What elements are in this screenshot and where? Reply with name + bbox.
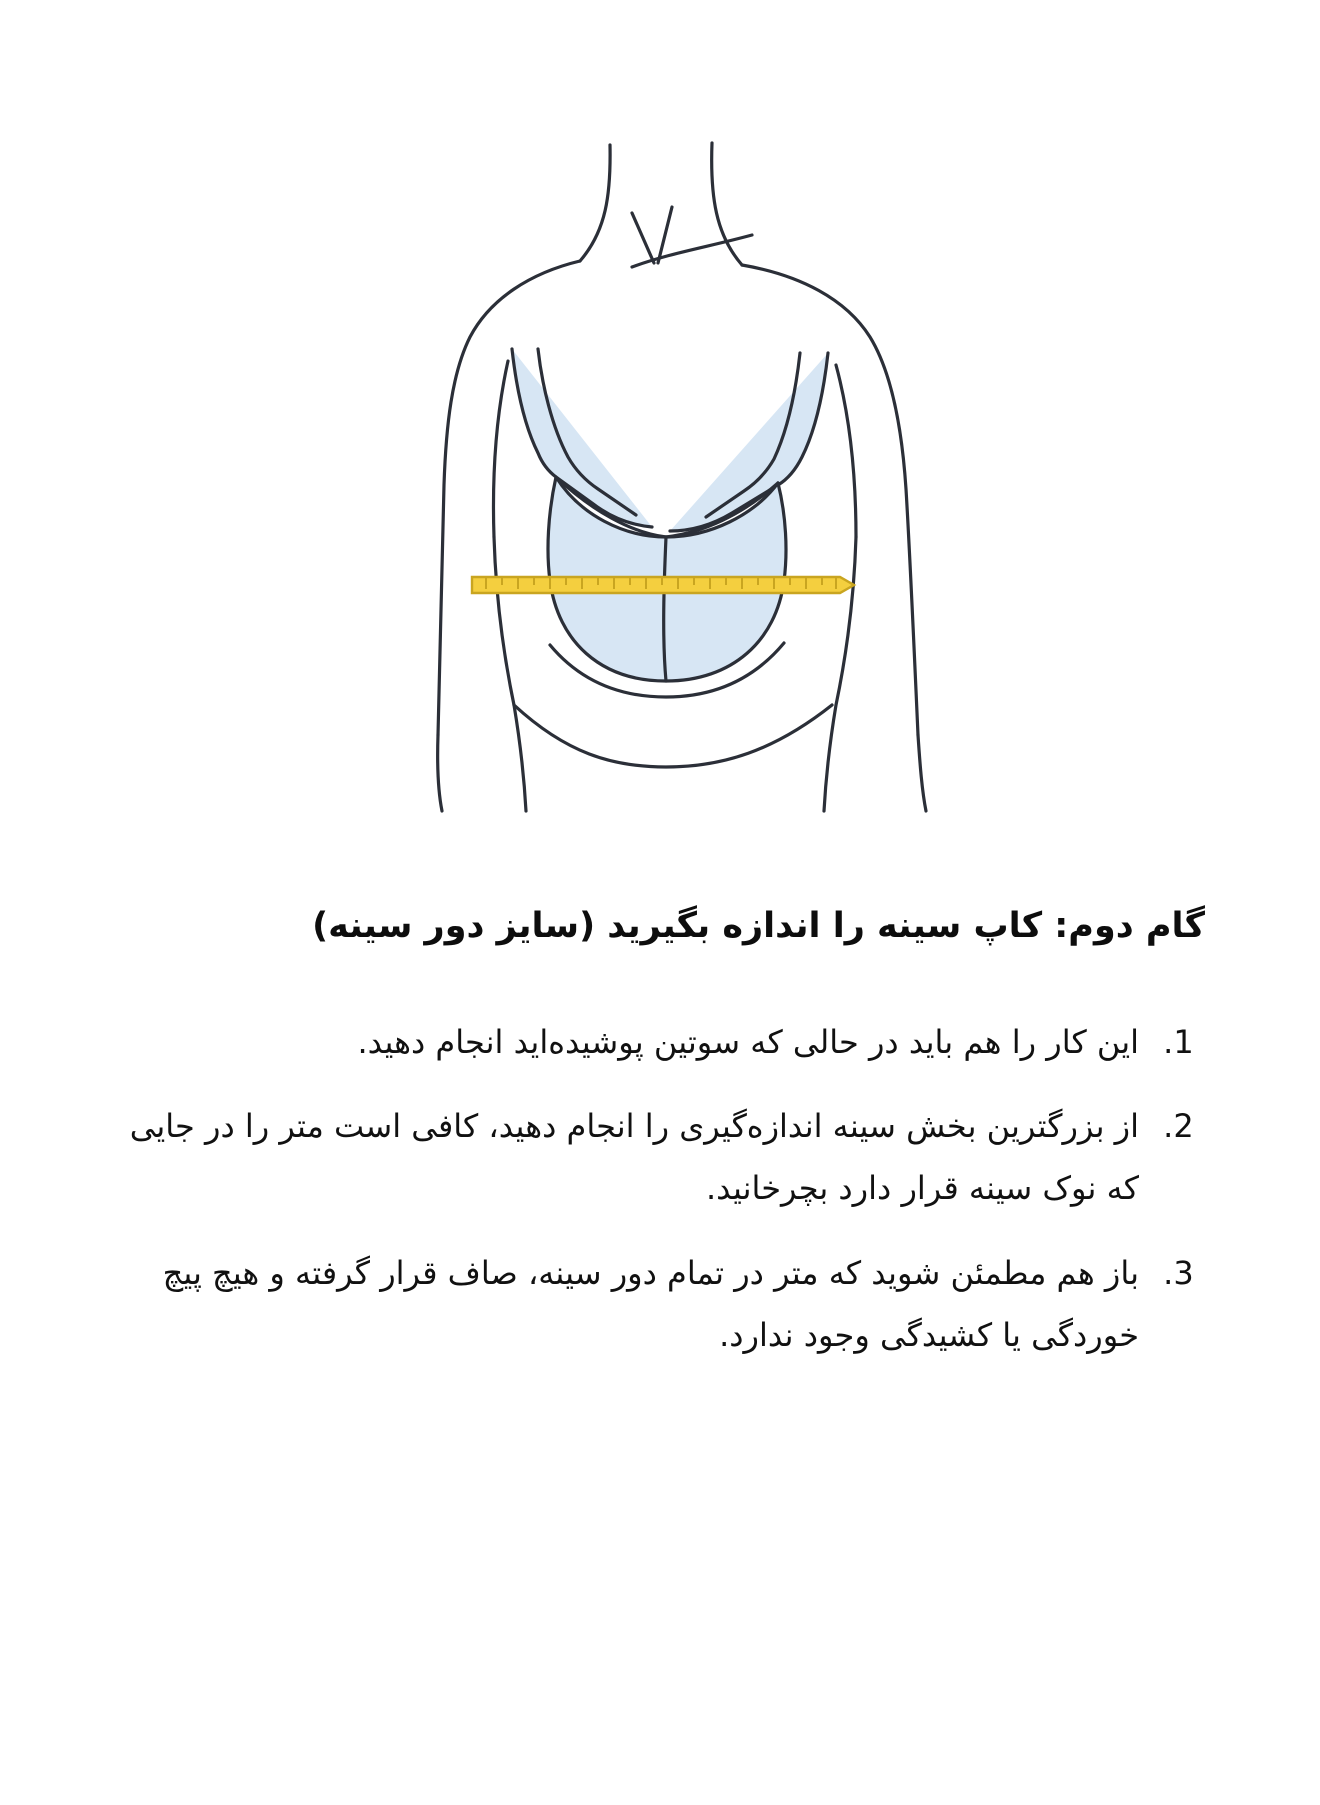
collarbone-left (632, 213, 654, 263)
neck-left-line (580, 145, 610, 261)
left-arm-bottom (438, 735, 442, 811)
right-armpit-line (836, 365, 856, 537)
measuring-tape (472, 577, 854, 593)
list-item: 1. این کار را هم باید در حالی که سوتین پوشیده‌اید انجام دهید. (105, 1011, 1153, 1073)
instructions-block (85, 900, 1235, 1388)
neck-right-line (712, 143, 742, 265)
under-bust-contour (514, 705, 832, 767)
torso-diagram-svg (280, 85, 1040, 845)
left-armpit-line (494, 361, 508, 537)
list-item: 3. باز هم مطمئن شوید که متر در تمام دور سینه، صاف قرار گرفته و هیچ پیچ خوردگی یا کشیدگی وجود ندارد. (105, 1242, 1153, 1367)
list-item: 2. از بزرگترین بخش سینه اندازه‌گیری را انجام دهید، کافی است متر را در جایی که نوک سینه قرار دارد بچرخانید. (105, 1095, 1153, 1220)
right-arm-bottom (918, 735, 926, 811)
page-title: گام دوم: کاپ سینه را اندازه بگیرید (سایز دور سینه) (312, 906, 1205, 946)
bust-measurement-illustration (0, 0, 1320, 900)
steps-list (105, 1011, 1205, 1367)
